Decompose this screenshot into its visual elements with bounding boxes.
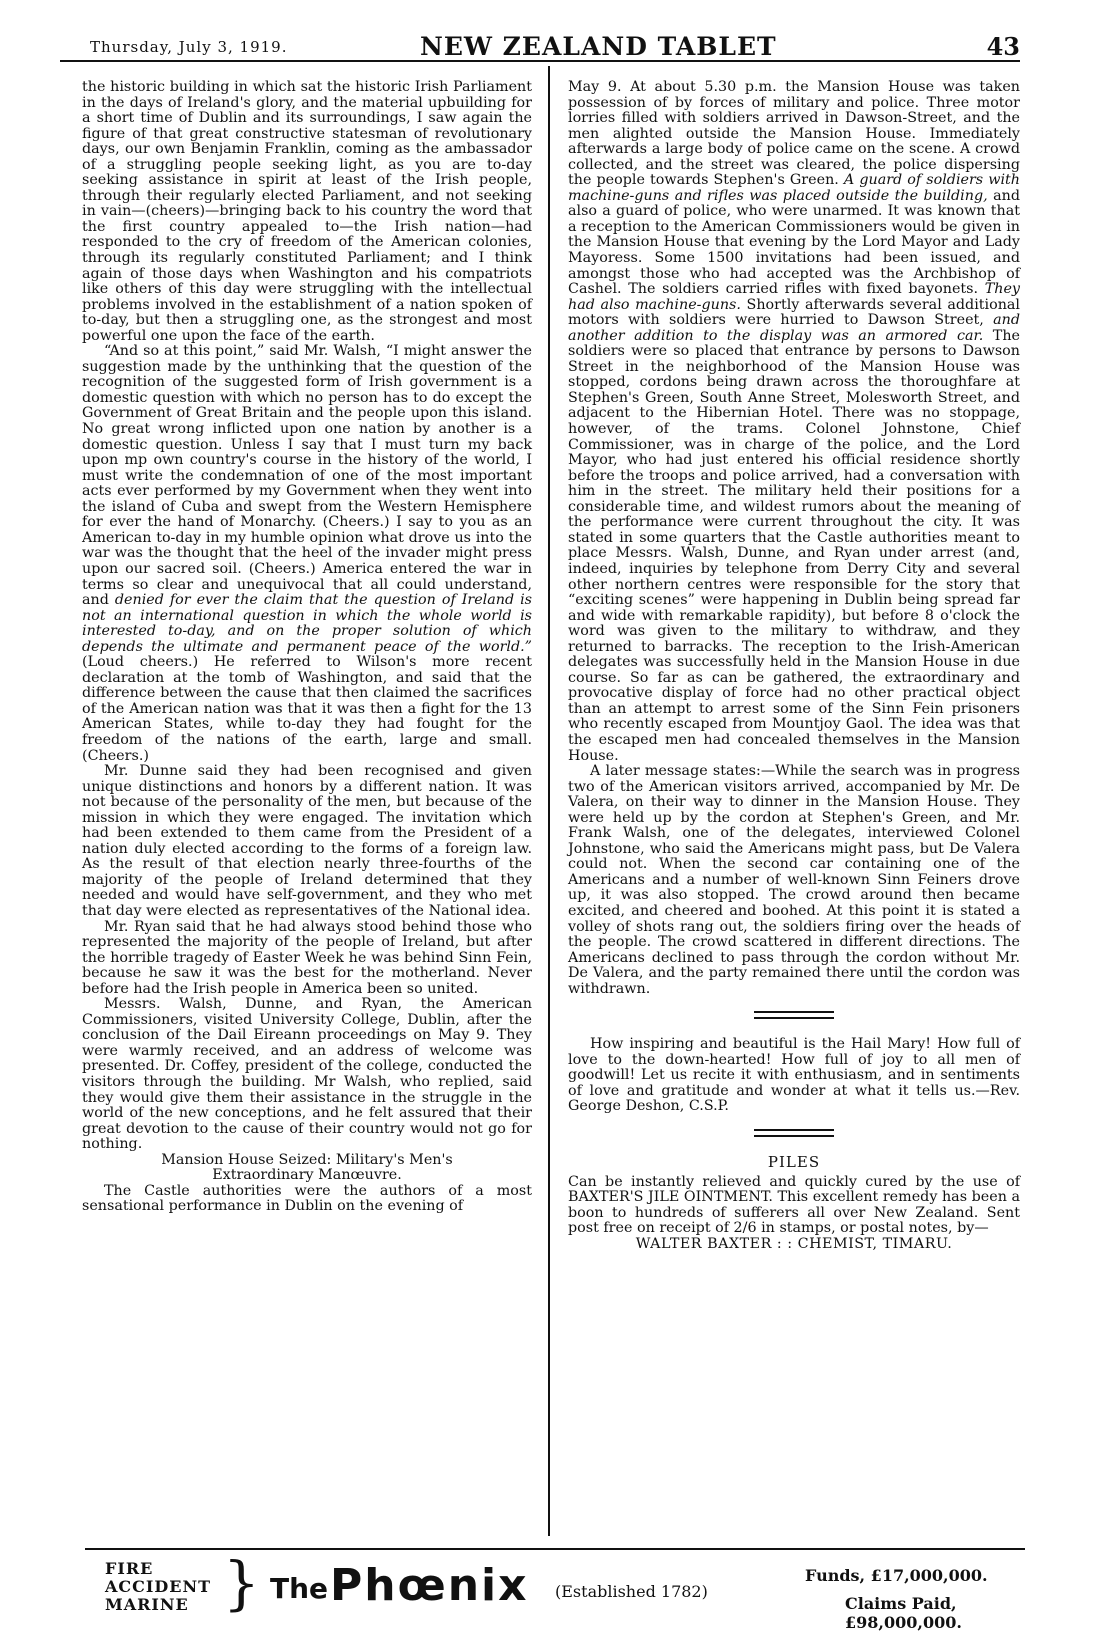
ad-heading: PILES [767, 1153, 821, 1171]
paragraph: the historic building in which sat the historic Irish Parliament in the days of Ireland's glory, and the material upbuilding for a short time of Dublin and its surroundings, I saw again the figure of that great constructive statesman of revolutionary days, our own Benjamin Franklin, coming as the ambassador of a struggling people seeking light, as you are to-day seeking assistance in spirit at least of the Irish people, through their regularly elected Parliament, and not seeking in vain—(cheers)—bringing back to his country the word that the first country appealed to—the Irish nation—had responded to the cry of freedom of the American colonies, through its regularly constituted Parliament; and I think again of those days when Washington and his compatriots like others of this day were struggling with the intellectual problems involved in the establishment of a nation spoken of to-day, but then a struggling one, as the strongest and most powerful one upon the face of the earth. [82, 79, 532, 344]
section-divider [754, 1129, 834, 1137]
text-run: The soldiers were so placed that entrance by persons to Dawson Street in the neighborhood of the Mansion House was stopped, cordons being drawn across the thoroughfare at Stephen's Green, South Anne Street, Molesworth Street, and adjacent to the Hibernian Hotel. There was no stoppage, however, of the trams. Colonel Johnstone, Chief Commissioner, was in charge of the police, and the Lord Mayor, who had just entered his official residence shortly before the troops and police arrived, had a conversation with him in the street. The military held their positions for a considerable time, and wildest rumors about the meaning of the performance were current throughout the city. It was stated in some quarters that the Castle authorities meant to place Messrs. Walsh, Dunne, and Ryan under arrest (and, indeed, inquiries by telephone from Derry City and several other northern centres were responsible for the story that “exciting scenes” were happening in Dublin being spread far and wide with remarkable rapidity), but before 8 o'clock the word was given to the military to withdraw, and they returned to barracks. The reception to the Irish-American delegates was successfully held in the Mansion House in due course. So far as can be gathered, the extraordinary and provocative display of force had no other practical object than an attempt to arrest some of the Sinn Fein prisoners who recently escaped from Mountjoy Gaol. The idea was that the escaped men had concealed themselves in the Mansion House. [568, 327, 1020, 764]
italic-run: They had also machine-guns. [568, 281, 1021, 313]
insurance-type: MARINE [105, 1595, 189, 1614]
italic-run: and another addition to the display was an armored car. [568, 312, 1020, 344]
left-column [82, 80, 532, 1215]
text-run: Shortly afterwards several additional motors with soldiers were hurried to Dawson Street, [568, 296, 1021, 329]
page-number: 43 [986, 32, 1020, 61]
quote-paragraph: How inspiring and beautiful is the Hail Mary! How full of love to the down-hearted! How full of joy to all men of goodwill! Let us recite it with enthusiasm, and in sentiments of love and gratitude and wonder at what it tells us.—Rev. George Deshon, C.S.P. [568, 1036, 1020, 1115]
funds-amount: Funds, £17,000,000. [805, 1566, 988, 1585]
masthead-title: NEW ZEALAND TABLET [420, 32, 777, 61]
paragraph [568, 80, 1020, 764]
right-column [568, 80, 1020, 1252]
paragraph [82, 344, 532, 764]
section-divider [754, 1011, 834, 1019]
established-year: (Established 1782) [555, 1582, 708, 1601]
footer-advert [85, 1548, 1025, 1640]
ad-signature: WALTER BAXTER : : CHEMIST, TIMARU. [635, 1235, 953, 1252]
italic-quote: denied for ever the claim that the question of Ireland is not an international question in which the whole world is interested to-day, and on the proper solution of which depends the ultimate and permanent peace of the world.” [82, 592, 532, 655]
italic-run: A guard of soldiers with machine-guns and rifles was placed outside the building, [568, 172, 1020, 204]
brand-article: The [270, 1572, 329, 1605]
paragraph: Messrs. Walsh, Dunne, and Ryan, the American Commissioners, visited University College, Dublin, after the conclusion of the Dail Eireann proceedings on May 9. They were warmly received, and an address of welcome was presented. Dr. Coffey, president of the college, conducted the visitors through the building. Mr Walsh, who replied, said they would give them their assistance in the struggle in the world of the new conceptions, and he felt assured that their great devotion to the cause of their country would not go for nothing. [82, 996, 532, 1153]
paragraph: Mr. Ryan said that he had always stood behind those who represented the majority of the people of Ireland, but after the horrible tragedy of Easter Week he was behind Sinn Fein, because he saw it was the best for the motherland. Never before had the Irish people in America been so united. [82, 918, 532, 997]
paragraph: The Castle authorities were the authors of a most sensational performance in Dublin on the evening of [82, 1182, 532, 1215]
text-run: (Loud cheers.) He referred to Wilson's more recent declaration at the tomb of Washington, and said that the difference between the cause that then claimed the sacrifices of the American nation was that it was then a fight for the 13 American States, while to-day they had fought for the freedom of the nations of the earth, large and small. (Cheers.) [82, 654, 532, 764]
paragraph: Mr. Dunne said they had been recognised and given unique distinctions and honors by a different nation. It was not because of the personality of the men, but because of the mission in which they were engaged. The invitation which had been extended to them came from the President of a nation duly elected according to the forms of a foreign law. As the result of that election nearly three-fourths of the majority of the people of Ireland determined that they needed and would have self-government, and they who met that day were elected as representatives of the National idea. [82, 763, 532, 919]
paragraph: A later message states:—While the search was in progress two of the American visitors arrived, accompanied by Mr. De Valera, on their way to dinner in the Mansion House. They were held up by the cordon at Stephen's Green, and Mr. Frank Walsh, one of the delegates, interviewed Colonel Johnstone, who said the Americans might pass, but De Valera could not. When the second car containing one of the Americans and a number of well-known Sinn Feiners drove up, it was also stopped. The crowd around then became excited, and cheered and boohed. At this point it is stated a volley of shots rang out, the soldiers firing over the heads of the people. The crowd scattered in different directions. The Americans declined to pass through the cordon without Mr. De Valera, and the party remained there until the cordon was withdrawn. [568, 763, 1020, 997]
text-run: and also a guard of police, who were unarmed. It was known that a reception to the American Commissioners would be given in the Mansion House that evening by the Lord Mayor and Lady Mayoress. Some 1500 invitations had been issued, and amongst those who had accepted was the Archbishop of Cashel. The soldiers carried rifles with fixed bayonets. [568, 187, 1020, 298]
claims-amount: Claims Paid, £98,000,000. [845, 1594, 962, 1632]
brand-name: Phœnix [330, 1560, 529, 1611]
subheading-line: Mansion House Seized: Military's Men's [161, 1151, 453, 1168]
brace-icon: } [223, 1549, 260, 1617]
ad-body: Can be instantly relieved and quickly cured by the use of BAXTER'S JILE OINTMENT. This excellent remedy has been a boon to hundreds of sufferers all over New Zealand. Sent post free on receipt of 2/6 in stamps, or postal notes, by— [568, 1173, 1020, 1237]
insurance-type: FIRE [105, 1559, 154, 1578]
page-header [60, 28, 1020, 62]
text-run: May 9. At about 5.30 p.m. the Mansion House was taken possession of by forces of military and police. Three motor lorries filled with soldiers arrived in Dawson-Street, and the men alighted outside the Mansion House. Immediately afterwards a large body of police came on the scene. A crowd collected, and the street was cleared, the police dispersing the people towards Stephen's Green. [568, 79, 1020, 189]
text-run: “And so at this point,” said Mr. Walsh, “I might answer the suggestion made by the unthinking that the question of the recognition of the suggested form of Irish government is a domestic question with which no person has to do except the Government of Great Britain and the people upon this island. No great wrong inflicted upon one nation by another is a domestic question. Unless I say that I must turn my back upon mp own country's course in the history of the world, I must write the condemnation of one of the most important acts ever performed by my Government when they went into the island of Cuba and swept from the Western Hemisphere for ever the hand of Monarchy. (Cheers.) I say to you as an American to-day in my humble opinion what drove us into the war was the thought that the heel of the invader might press upon our sacred soil. (Cheers.) America entered the war in terms so clear and unequivocal that all could understand, and [82, 343, 532, 609]
insurance-types [105, 1560, 211, 1614]
column-divider [548, 66, 550, 1536]
header-rule [60, 60, 1020, 62]
subheading-line: Extraordinary Manœuvre. [212, 1167, 402, 1184]
insurance-type: ACCIDENT [105, 1577, 211, 1596]
issue-date: Thursday, July 3, 1919. [90, 38, 288, 56]
section-subheading [82, 1153, 532, 1184]
